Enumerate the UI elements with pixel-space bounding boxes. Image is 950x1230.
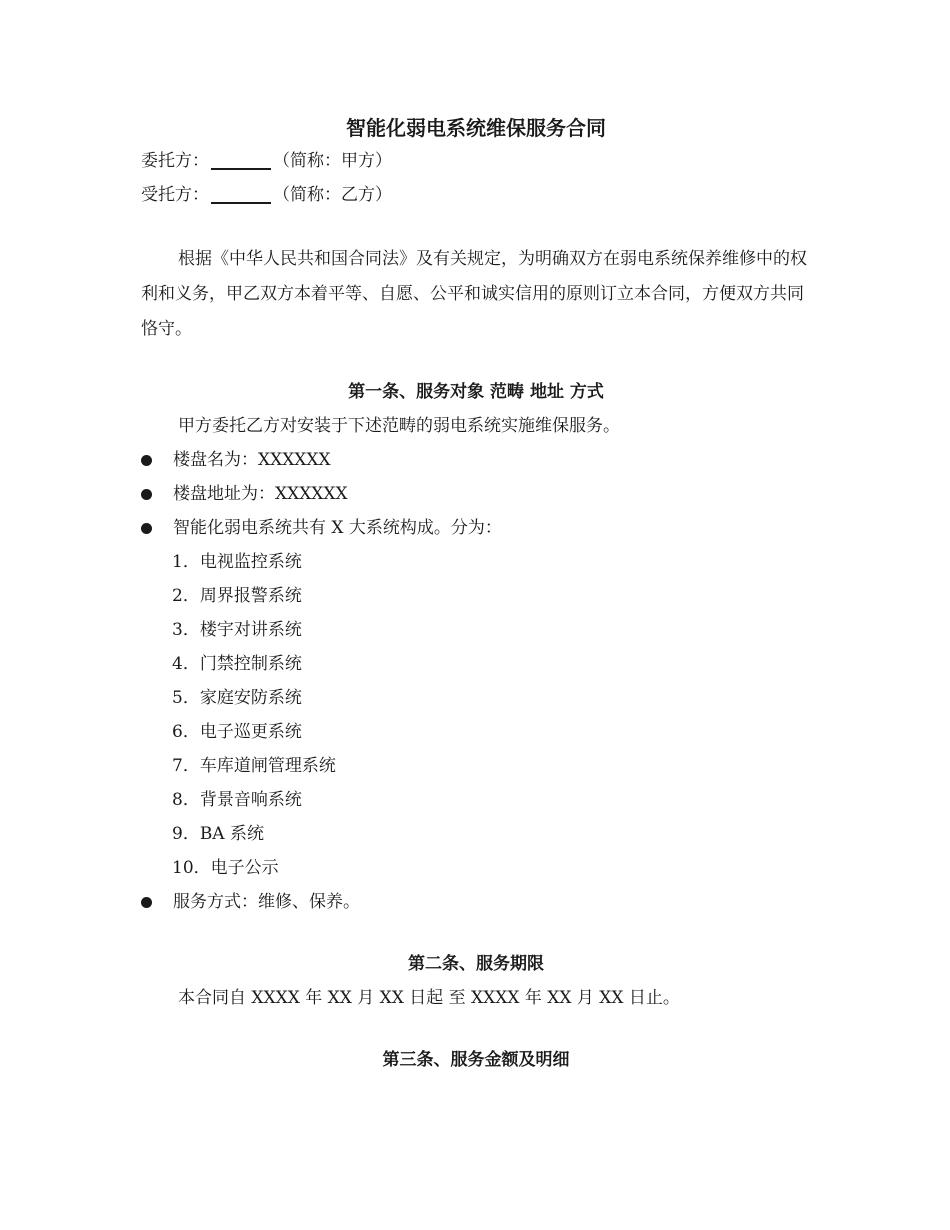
system-item: 10．电子公示 [172, 858, 279, 878]
contract-title: 智能化弱电系统维保服务合同 [346, 116, 606, 140]
bullet-icon [141, 523, 152, 534]
system-item: 9．BA 系统 [172, 824, 264, 844]
article2-text: 本合同自 XXXX 年 XX 月 XX 日起 至 XXXX 年 XX 月 XX 日止。 [178, 988, 680, 1008]
intro-paragraph: 根据《中华人民共和国合同法》及有关规定，为明确双方在弱电系统保养维修中的权利和义务，甲乙双方本着平等、自愿、公平和诚实信用的原则订立本合同，方便双方共同恪守。 [141, 249, 807, 339]
party-client-blank [211, 148, 271, 170]
bullet-systems-intro: 智能化弱电系统共有 X 大系统构成。分为： [173, 518, 502, 538]
party-client-alias: （简称：甲方） [273, 151, 392, 171]
system-item: 2．周界报警系统 [172, 586, 302, 606]
bullet-icon [141, 455, 152, 466]
system-item: 5．家庭安防系统 [172, 688, 302, 708]
bullet-building-name: 楼盘名为：XXXXXX [173, 450, 331, 470]
article2-heading: 第二条、服务期限 [408, 954, 544, 974]
list-item [141, 477, 811, 511]
system-item: 8．背景音响系统 [172, 790, 302, 810]
list-item [141, 443, 811, 477]
bullet-icon [141, 897, 152, 908]
party-contractor-label: 受托方： [141, 185, 209, 205]
system-item: 7．车库道闸管理系统 [172, 756, 336, 776]
system-item: 4．门禁控制系统 [172, 654, 302, 674]
system-item: 6．电子巡更系统 [172, 722, 302, 742]
party-contractor-alias: （简称：乙方） [273, 185, 392, 205]
article1-text: 甲方委托乙方对安装于下述范畴的弱电系统实施维保服务。 [178, 416, 620, 436]
system-item: 3．楼宇对讲系统 [172, 620, 302, 640]
system-item: 1．电视监控系统 [172, 552, 302, 572]
list-item [141, 885, 811, 919]
bullet-service-method: 服务方式：维修、保养。 [173, 892, 360, 912]
party-client-label: 委托方： [141, 151, 209, 171]
contract-page [141, 112, 811, 1077]
party-contractor-blank [211, 182, 271, 204]
party-contractor [141, 178, 811, 212]
article3-heading: 第三条、服务金额及明细 [382, 1050, 570, 1070]
list-item [141, 511, 811, 545]
party-client [141, 144, 811, 178]
article1-heading: 第一条、服务对象 范畴 地址 方式 [348, 382, 604, 402]
bullet-building-address: 楼盘地址为：XXXXXX [173, 484, 348, 504]
bullet-icon [141, 489, 152, 500]
